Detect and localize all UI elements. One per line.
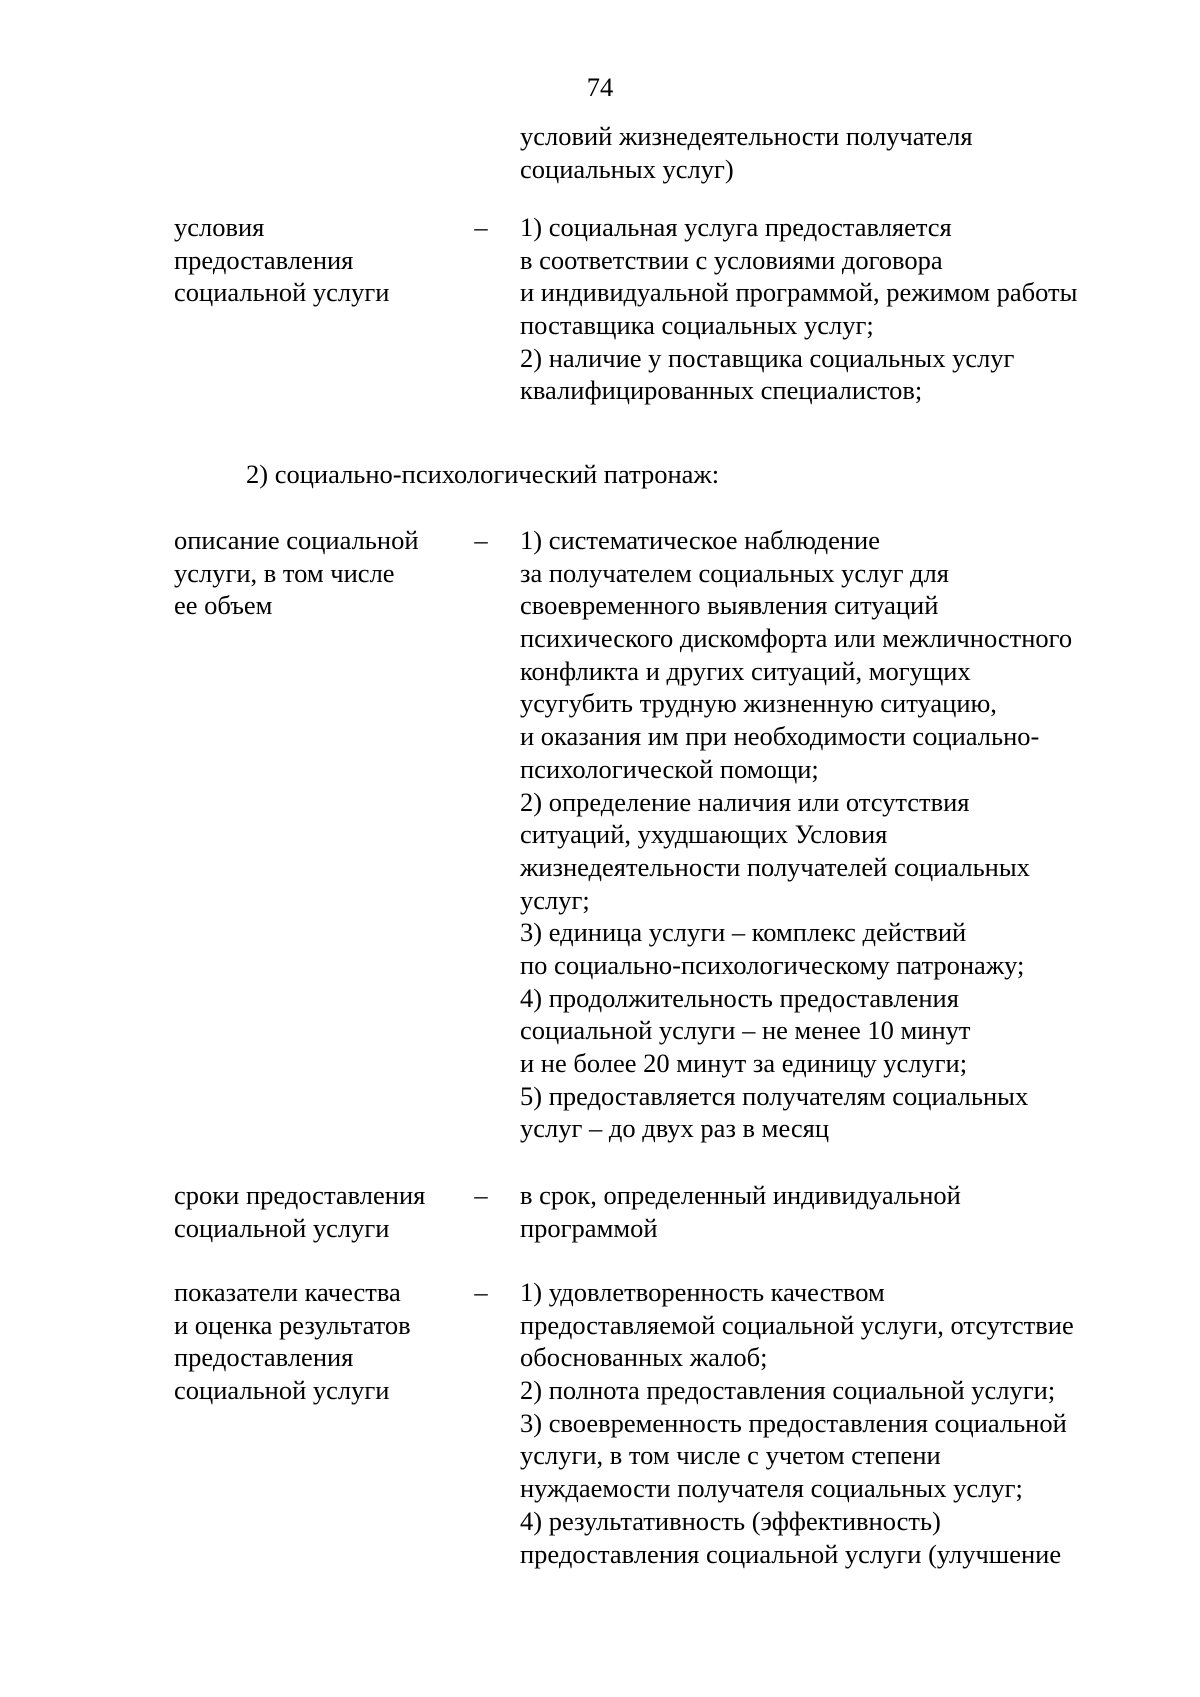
text-line: по социально-психологическому патронажу; [520,949,1025,980]
text-line: 2) определение наличия или отсутствия [520,786,970,817]
text-line: предоставляемой социальной услуги, отсутствие [520,1309,1074,1340]
label-line: описание социальной [174,525,419,555]
dash-text: – [474,1277,488,1307]
dash-separator [468,524,494,557]
terms-value [520,1179,1140,1244]
section-heading: 2) социально-психологический патронаж: [246,459,720,489]
label-line: сроки предоставления [174,1180,426,1210]
text-line: психологической помощи; [520,753,819,784]
text-line: жизнедеятельности получателей социальных [520,851,1030,882]
quality-value [520,1276,1140,1570]
dash-separator [468,1179,494,1212]
text-line: программой [520,1212,658,1243]
conditions-value [520,211,1140,407]
text-line: услуг – до двух раз в месяц [520,1113,829,1144]
text-line: 1) социальная услуга предоставляется [520,212,952,242]
text-line: 1) систематическое наблюдение [520,525,880,555]
text-line: социальной услуги – не менее 10 минут [520,1015,971,1046]
text-line: услуг; [520,884,590,915]
label-line: социальной услуги [174,1212,390,1243]
text-line: и не более 20 минут за единицу услуги; [520,1048,968,1078]
text-line: конфликта и других ситуаций, могущих [520,655,971,686]
text-line: 2) полнота предоставления социальной услуги; [520,1375,1056,1406]
text-line: за получателем социальных услуг для [520,557,949,588]
text-line: 5) предоставляется получателям социальных [520,1080,1029,1111]
text-line: в соответствии с условиями договора [520,244,943,275]
text-line: условий жизнедеятельности получателя [520,121,973,151]
conditions-label [174,211,474,309]
label-line: услуги, в том числе [174,557,395,588]
text-line: обоснованных жалоб; [520,1342,768,1373]
terms-label [174,1179,474,1244]
dash-separator [468,211,494,244]
text-line: и индивидуальной программой, режимом работы [520,277,1078,308]
label-line: показатели качества [174,1277,401,1307]
label-line: предоставления [174,1342,354,1373]
text-line: 4) продолжительность предоставления [520,982,959,1013]
label-line: ее объем [174,590,273,621]
text-line: и оказания им при необходимости социально- [520,721,1040,752]
description-value [520,524,1140,1145]
label-line: условия [174,212,265,242]
continuation-text [520,120,1140,185]
text-line: 3) своевременность предоставления социальной [520,1407,1067,1438]
dash-text: – [474,212,488,242]
text-line: своевременного выявления ситуаций [520,590,939,621]
label-line: социальной услуги [174,277,390,308]
label-line: предоставления [174,244,354,275]
description-label [174,524,474,622]
text-line: 1) удовлетворенность качеством [520,1277,885,1307]
dash-separator [468,1276,494,1309]
text-line: социальных услуг) [520,153,734,184]
text-line: в срок, определенный индивидуальной [520,1180,961,1210]
text-line: 2) наличие у поставщика социальных услуг [520,342,1015,373]
text-line: услуги, в том числе с учетом степени [520,1440,941,1471]
text-line: ситуаций, ухудшающих Условия [520,819,888,850]
text-line: психического дискомфорта или межличностного [520,623,1073,654]
text-line: усугубить трудную жизненную ситуацию, [520,688,997,719]
label-line: и оценка результатов [174,1309,411,1340]
text-line: предоставления социальной услуги (улучшение [520,1538,1062,1569]
text-line: 3) единица услуги – комплекс действий [520,917,967,948]
page-number: 74 [586,72,614,102]
text-line: поставщика социальных услуг; [520,310,874,341]
text-line: квалифицированных специалистов; [520,375,923,406]
text-line: нуждаемости получателя социальных услуг; [520,1473,1023,1504]
dash-text: – [474,1180,488,1210]
quality-label [174,1276,474,1407]
label-line: социальной услуги [174,1375,390,1406]
text-line: 4) результативность (эффективность) [520,1505,941,1536]
dash-text: – [474,525,488,555]
